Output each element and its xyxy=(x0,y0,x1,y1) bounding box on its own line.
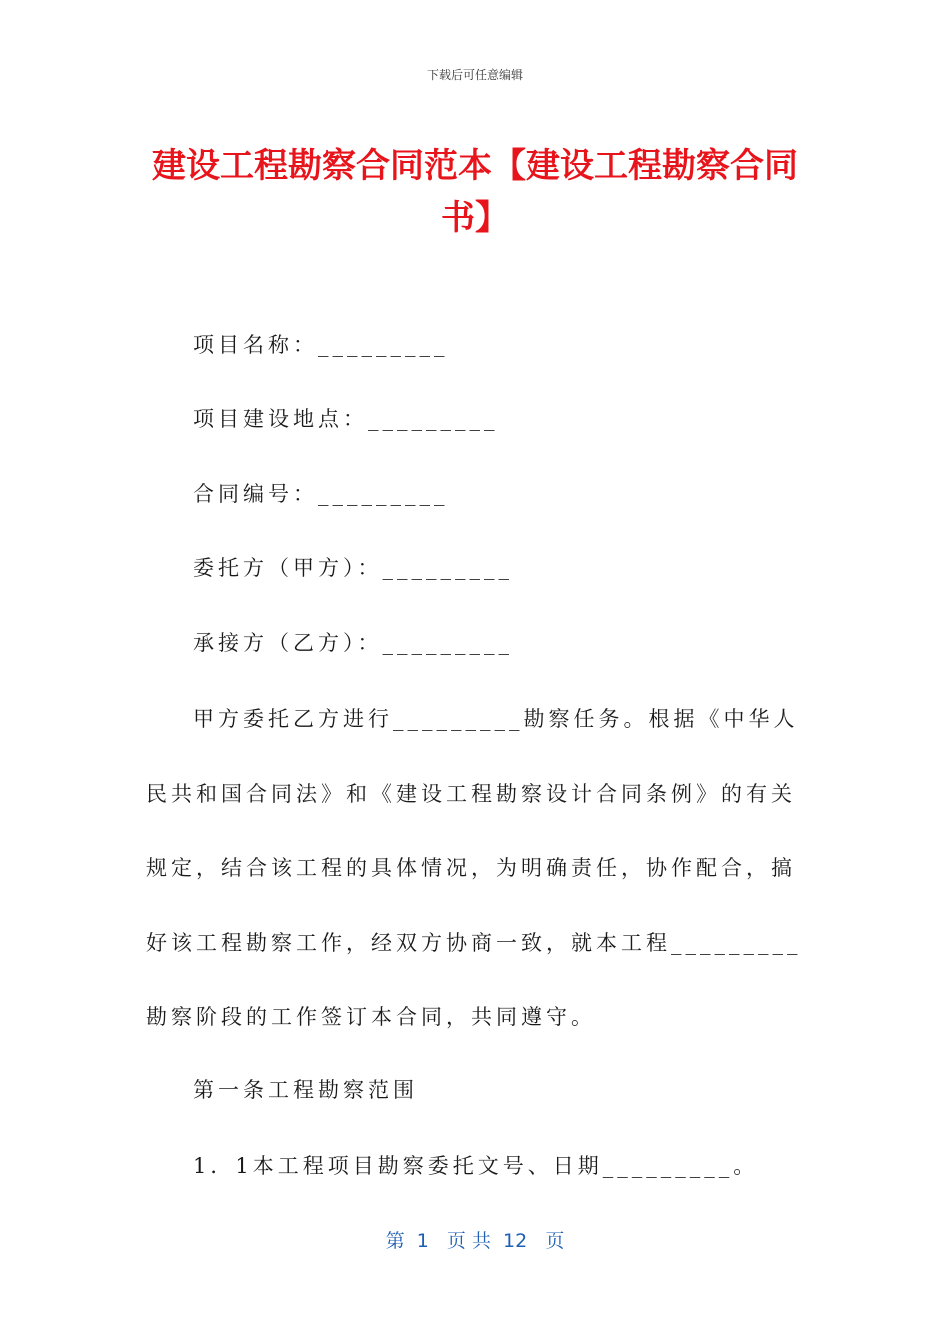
field-project-name: 项目名称：_________ xyxy=(193,333,449,357)
field-party-a: 委托方（甲方）：_________ xyxy=(193,556,513,580)
field-party-b: 承接方（乙方）：_________ xyxy=(193,631,513,655)
article-1-heading: 第一条工程勘察范围 xyxy=(193,1078,418,1102)
page-footer: 第 1 页 共 12 页 xyxy=(385,1230,565,1252)
document-title: 建设工程勘察合同范本【建设工程勘察合同书】 xyxy=(152,146,798,238)
field-project-location: 项目建设地点：_________ xyxy=(193,407,499,431)
field-contract-number: 合同编号：_________ xyxy=(193,482,449,506)
preamble-paragraph: 甲方委托乙方进行_________勘察任务。根据《中华人民共和国合同法》和《建设工程勘察设计合同条例》的有关规定，结合该工程的具体情况，为明确责任，协作配合，搞好该工程勘察工作，经双方协商一致，就本工程_________勘察阶段的工作签订本合同，共同遵守。 xyxy=(146,707,802,1029)
header-note: 下载后可任意编辑 xyxy=(426,68,523,82)
article-1-item-1: 1．1本工程项目勘察委托文号、日期_________。 xyxy=(193,1154,759,1178)
